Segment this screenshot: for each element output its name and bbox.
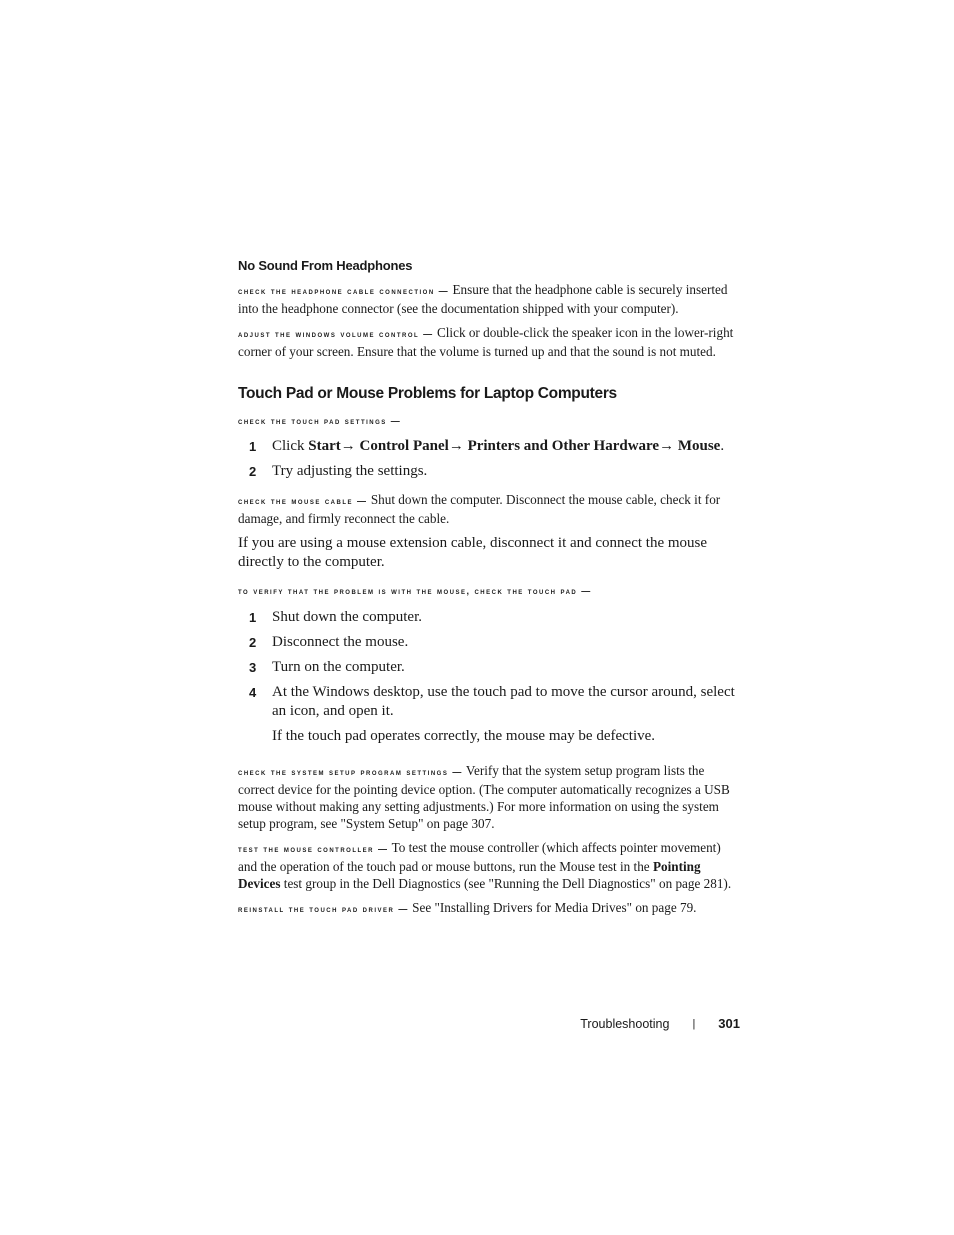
menu-path-control-panel: Control Panel (359, 438, 449, 454)
lead-headphone-cable: check the headphone cable connection — (238, 286, 450, 296)
footer-separator: | (692, 1017, 696, 1030)
lead-reinstall-driver: reinstall the touch pad driver — (238, 903, 409, 914)
page-content (238, 258, 738, 925)
lead-touchpad-settings: check the touch pad settings — (238, 416, 402, 426)
lead-mouse-controller: test the mouse controller — (238, 843, 389, 854)
lead-volume-control: adjust the windows volume control — (238, 329, 434, 339)
arrow-icon: → (340, 438, 360, 454)
step-note: If the touch pad operates correctly, the mouse may be defective. (272, 728, 656, 744)
page-number: 301 (718, 1016, 740, 1031)
section-heading-headphones: No Sound From Headphones (238, 258, 413, 273)
pointing-devices-label: Pointing Devices (238, 858, 701, 891)
menu-path-printers: Printers and Other Hardware (467, 438, 660, 454)
paragraph-touchpad-settings (238, 411, 738, 430)
paragraph-mouse-controller: test the mouse controller — To test the mouse controller (which affects pointer movement) and the operation of the touch pad or mouse buttons, run the Mouse test in the Pointing Devices test group in the Dell Diagnostics (see "Running the Dell Diagnostics" on page 281). (238, 839, 732, 891)
paragraph-volume-control: adjust the windows volume control — Click or double-click the speaker icon in the lower-right corner of your screen. Ensure that the volume is turned up and that the sound is not muted. (238, 325, 734, 359)
list-item: 4 At the Windows desktop, use the touch pad to move the cursor around, select an icon, and open it. (249, 683, 735, 719)
list-item: 3 Turn on the computer. (249, 658, 405, 675)
list-item: 1 Click Start→ Control Panel→ Printers and Other Hardware→ Mouse. (249, 438, 725, 454)
paragraph-system-setup: check the system setup program settings — Verify that the system setup program lists the correct device for the pointing device option. (The computer automatically recognizes a USB mouse without making any setting adjustments.) For more information on using the system setup program, see "System Setup" on page 307. (238, 762, 730, 831)
list-item: 2 Try adjusting the settings. (249, 463, 428, 479)
paragraph-extension-cable: If you are using a mouse extension cable, disconnect it and connect the mouse directly to the computer. (238, 534, 708, 570)
footer-section-title: Troubleshooting (580, 1016, 670, 1031)
list-item: 2 Disconnect the mouse. (249, 633, 409, 650)
lead-verify-problem: to verify that the problem is with the mouse, check the touch pad — (238, 585, 592, 596)
lead-system-setup: check the system setup program settings — (238, 766, 463, 777)
page-footer (580, 1016, 740, 1031)
section-heading-touchpad: Touch Pad or Mouse Problems for Laptop Computers (238, 385, 617, 402)
arrow-icon: → (659, 438, 678, 454)
lead-mouse-cable: check the mouse cable — (238, 495, 368, 506)
paragraph-reinstall-driver: reinstall the touch pad driver — See "Installing Drivers for Media Drives" on page 79. (238, 899, 697, 915)
paragraph-headphone-cable: check the headphone cable connection — Ensure that the headphone cable is securely inserted into the headphone connector (see the documentation shipped with your computer). (238, 282, 728, 316)
menu-path-start: Start (308, 438, 341, 454)
arrow-icon: → (448, 438, 468, 454)
paragraph-verify-problem (238, 581, 738, 600)
menu-path-mouse: Mouse (677, 438, 721, 454)
list-item: 1 Shut down the computer. (249, 608, 422, 625)
paragraph-mouse-cable: check the mouse cable — Shut down the computer. Disconnect the mouse cable, check it for damage, and firmly reconnect the cable. (238, 491, 721, 526)
